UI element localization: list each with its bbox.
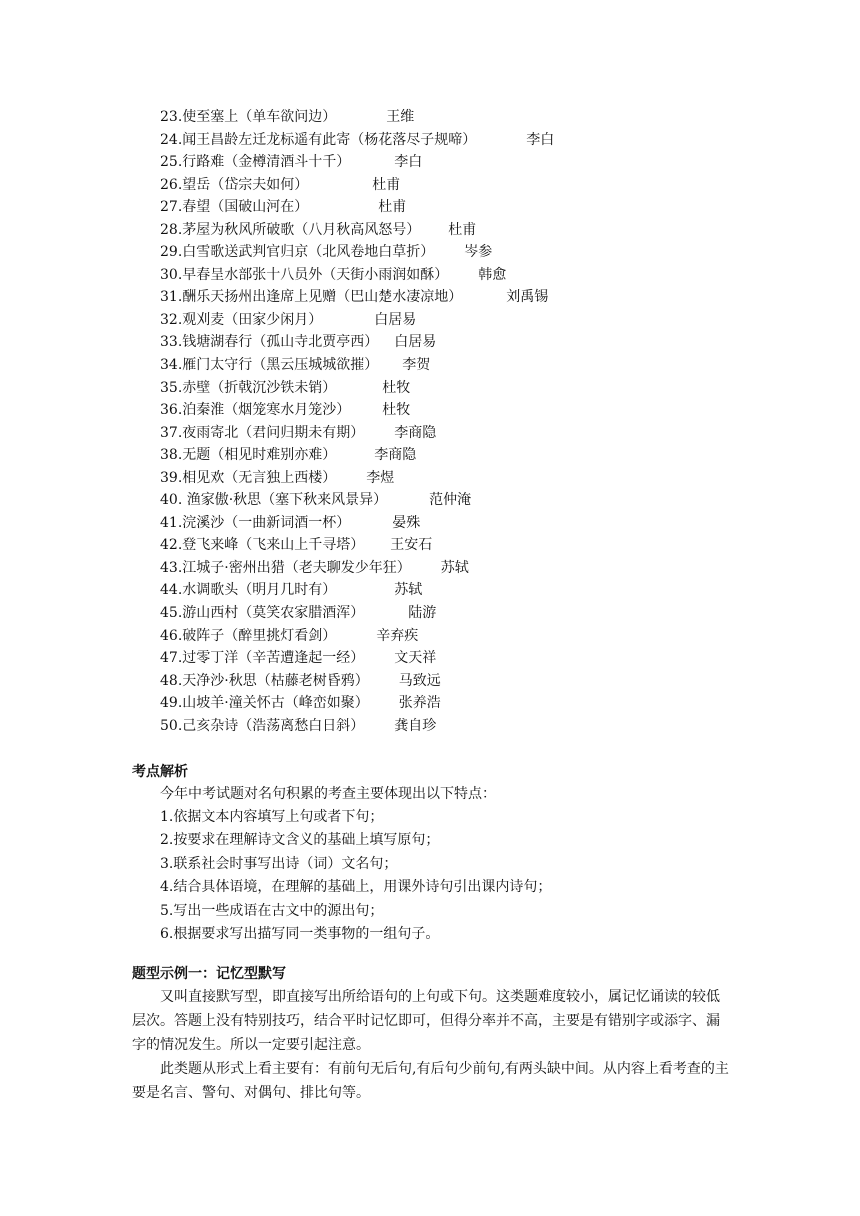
poem-title: 雁门太守行（黑云压城城欲摧） <box>182 357 379 374</box>
poem-title: 早春呈水部张十八员外（天街小雨润如酥） <box>182 266 449 283</box>
poem-list-item <box>160 196 554 219</box>
poem-title: 游山西村（莫笑农家腊酒浑） <box>182 605 365 622</box>
poem-list-item <box>160 331 554 354</box>
poem-author: 刘禹锡 <box>506 289 549 306</box>
poem-title: 破阵子（醉里挑灯看剑） <box>182 627 337 644</box>
poem-author: 马致远 <box>398 672 441 689</box>
poem-title: 天净沙·秋思（枯藤老树昏鸦） <box>182 672 369 689</box>
poem-list-item <box>160 151 554 174</box>
poem-number: 25. <box>160 154 183 171</box>
poem-title: 泊秦淮（烟笼寒水月笼沙） <box>182 402 351 419</box>
poem-number: 46. <box>160 627 183 644</box>
poem-title: 相见欢（无言独上西楼） <box>182 469 337 486</box>
poem-title: 山坡羊·潼关怀古（峰峦如聚） <box>182 695 369 712</box>
poem-title: 望岳（岱宗夫如何） <box>182 176 309 193</box>
poem-number: 43. <box>160 559 183 576</box>
poem-list-item <box>160 692 554 715</box>
poem-author: 韩愈 <box>478 266 507 283</box>
poem-number: 41. <box>160 514 183 531</box>
poem-title: 观刈麦（田家少闲月） <box>182 311 323 328</box>
poem-author: 杜甫 <box>448 221 477 238</box>
poem-author: 杜甫 <box>372 176 401 193</box>
poem-list-item <box>160 309 554 332</box>
poem-list-item <box>160 219 554 242</box>
kaodian-point: 1.依据文本内容填写上句或者下句； <box>160 809 384 825</box>
poem-title: 春望（国破山河在） <box>182 199 309 216</box>
poem-list-item <box>160 579 554 602</box>
poem-author: 杜牧 <box>382 379 411 396</box>
poem-number: 39. <box>160 469 183 486</box>
poem-author: 范仲淹 <box>429 492 472 509</box>
poem-number: 32. <box>160 311 183 328</box>
poem-title: 酬乐天扬州出逢席上见赠（巴山楚水凄凉地） <box>182 289 463 306</box>
poem-title: 使至塞上（单车欲问边） <box>182 109 337 125</box>
poem-author: 李商隐 <box>394 424 437 441</box>
poem-number: 34. <box>160 357 183 374</box>
poem-title: 白雪歌送武判官归京（北风卷地白草折） <box>182 244 435 261</box>
poem-title: 无题（相见时难别亦难） <box>182 447 337 464</box>
poem-title: 浣溪沙（一曲新词酒一杯） <box>182 514 351 531</box>
poem-list-item <box>160 444 554 467</box>
poem-number: 37. <box>160 424 183 441</box>
poem-list-item <box>160 354 554 377</box>
poem-number: 45. <box>160 605 183 622</box>
kaodian-point: 3.联系社会时事写出诗（词）文名句； <box>160 855 398 872</box>
poem-number: 23. <box>160 109 183 125</box>
poem-number: 36. <box>160 402 183 419</box>
poem-author: 龚自珍 <box>394 717 437 734</box>
poem-number: 35. <box>160 379 183 396</box>
poem-author: 白居易 <box>374 311 417 328</box>
poem-list-item <box>160 534 554 557</box>
poem-author: 苏轼 <box>440 559 469 576</box>
poem-title: 夜雨寄北（君问归期未有期） <box>182 424 365 441</box>
poem-list-item <box>160 422 554 445</box>
poem-title: 钱塘湖春行（孤山寺北贾亭西） <box>182 334 379 351</box>
poem-title: 行路难（金樽清酒斗十千） <box>182 154 351 171</box>
poem-title: 过零丁洋（辛苦遭逢起一经） <box>182 650 365 667</box>
poem-number: 27. <box>160 199 183 216</box>
poem-title: 登飞来峰（飞来山上千寻塔） <box>182 537 365 554</box>
kaodian-intro: 今年中考试题对名句积累的考查主要体现出以下特点： <box>160 786 496 802</box>
poem-list-item <box>160 377 554 400</box>
example1-heading: 题型示例一：记忆型默写 <box>132 966 286 982</box>
poem-author: 王安石 <box>390 537 433 554</box>
kaodian-points <box>160 806 551 946</box>
poem-number: 38. <box>160 447 183 464</box>
poem-number: 47. <box>160 650 183 667</box>
poem-number: 29. <box>160 244 183 261</box>
poem-author: 白居易 <box>394 334 437 351</box>
poem-author: 苏轼 <box>394 582 423 599</box>
kaodian-point: 6.根据要求写出描写同一类事物的一组句子。 <box>160 925 440 942</box>
poem-number: 44. <box>160 582 183 599</box>
example1-paragraph-2: 此类题从形式上看主要有：有前句无后句,有后句少前句,有两头缺中间。从内容上看考查的主要是名言、警句、对偶句、排比句等。 <box>132 1061 729 1101</box>
poem-author: 李白 <box>394 154 423 171</box>
poem-list-item <box>160 489 554 512</box>
poem-number: 26. <box>160 176 183 193</box>
poem-list-item <box>160 557 554 580</box>
poem-title: 闻王昌龄左迁龙标遥有此寄（杨花落尽子规啼） <box>182 131 477 148</box>
poem-author: 晏殊 <box>392 514 421 531</box>
poem-author: 李煜 <box>366 469 395 486</box>
poem-author: 李商隐 <box>374 447 417 464</box>
poem-title: 茅屋为秋风所破歌（八月秋高风怒号） <box>182 221 421 238</box>
example1-paragraph-1: 又叫直接默写型，即直接写出所给语句的上句或下句。这类题难度较小，属记忆诵读的较低层次。答题上没有特别技巧，结合平时记忆即可，但得分率并不高，主要是有错别字或添字、漏字的情况发生。所以一定要引起注意。 <box>132 989 720 1053</box>
poem-author: 文天祥 <box>394 650 437 667</box>
kaodian-point: 4.结合具体语境，在理解的基础上，用课外诗句引出课内诗句； <box>160 879 552 896</box>
poem-list-item <box>160 241 554 264</box>
poem-author: 李白 <box>526 131 555 148</box>
poem-title: 水调歌头（明月几时有） <box>182 582 337 599</box>
poem-list-item <box>160 129 554 152</box>
poem-list-item <box>160 264 554 287</box>
poem-list-item <box>160 467 554 490</box>
poem-number: 28. <box>160 221 183 238</box>
poem-list-item <box>160 512 554 535</box>
kaodian-point: 5.写出一些成语在古文中的源出句； <box>160 902 384 919</box>
poem-list-item <box>160 715 554 738</box>
poem-author: 辛弃疾 <box>376 627 419 644</box>
poem-title: 渔家傲·秋思（塞下秋来风景异） <box>182 492 388 509</box>
poem-author: 岑参 <box>464 244 493 261</box>
poem-author: 杜甫 <box>378 199 407 216</box>
poem-list-item <box>160 670 554 693</box>
poem-author: 李贺 <box>402 357 431 374</box>
poem-number: 33. <box>160 334 183 351</box>
poem-list-item <box>160 286 554 309</box>
poem-number: 48. <box>160 672 183 689</box>
poem-author: 杜牧 <box>382 402 411 419</box>
poem-title: 己亥杂诗（浩荡离愁白日斜） <box>182 717 365 734</box>
poem-list <box>160 106 554 737</box>
poem-author: 陆游 <box>408 605 437 622</box>
poem-list-item <box>160 647 554 670</box>
poem-number: 30. <box>160 266 183 283</box>
poem-list-item <box>160 602 554 625</box>
poem-author: 王维 <box>386 109 415 125</box>
poem-author: 张养浩 <box>398 695 441 712</box>
poem-number: 40. <box>160 492 183 509</box>
poem-list-item <box>160 174 554 197</box>
poem-number: 31. <box>160 289 183 306</box>
poem-number: 49. <box>160 695 183 712</box>
kaodian-heading: 考点解析 <box>132 764 188 780</box>
poem-list-item <box>160 625 554 648</box>
poem-list-item <box>160 399 554 422</box>
kaodian-point: 2.按要求在理解诗文含义的基础上填写原句； <box>160 832 440 849</box>
poem-number: 50. <box>160 717 183 734</box>
poem-list-item <box>160 106 554 129</box>
poem-title: 江城子·密州出猎（老夫聊发少年狂） <box>182 559 411 576</box>
poem-number: 42. <box>160 537 183 554</box>
poem-title: 赤壁（折戟沉沙铁未销） <box>182 379 337 396</box>
poem-number: 24. <box>160 131 183 148</box>
